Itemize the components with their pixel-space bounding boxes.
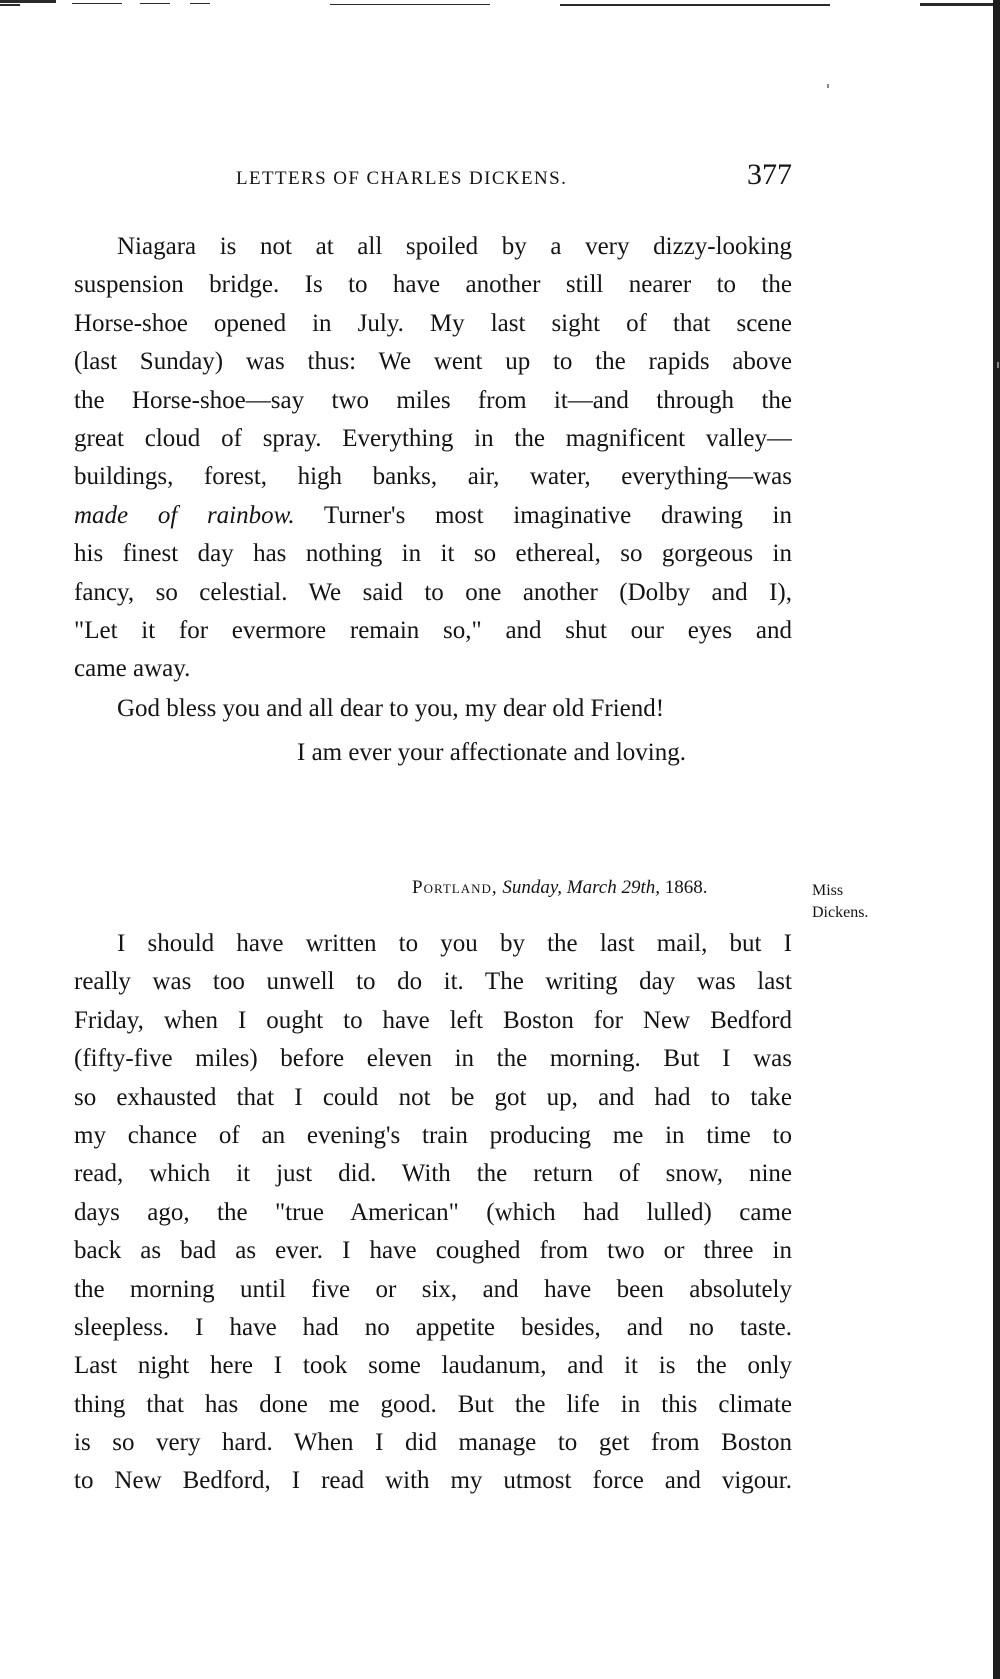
- dateline-year: 1868.: [664, 877, 708, 898]
- text-line: (last Sunday) was thus: We went up to the rapids above: [74, 348, 792, 376]
- text-line: to New Bedford, I read with my utmost force and vigour.: [74, 1467, 792, 1495]
- text-line: (fifty-five miles) before eleven in the morning. But I was: [74, 1045, 792, 1073]
- text-line: Horse-shoe opened in July. My last sight of that scene: [74, 309, 792, 337]
- recipient-line: Dickens.: [812, 904, 869, 921]
- text-line: back as bad as ever. I have coughed from two or three in: [74, 1237, 792, 1265]
- dateline-place: Portland,: [412, 877, 498, 898]
- scan-speck: [827, 84, 829, 88]
- scan-edge-mark: [330, 4, 490, 5]
- text-line: my chance of an evening's train producing me in time to: [74, 1121, 792, 1149]
- running-title: LETTERS OF CHARLES DICKENS.: [236, 168, 568, 189]
- letter-2-paragraph-1: [74, 925, 792, 1501]
- text-line: great cloud of spray. Everything in the magnificent valley—: [74, 424, 792, 452]
- scan-edge-mark: [560, 4, 830, 6]
- text-line: came away.: [74, 655, 191, 683]
- recipient-line: Miss: [812, 882, 844, 899]
- running-head: [74, 158, 792, 202]
- scan-edge-mark: [72, 3, 122, 4]
- scan-edge-mark: [190, 3, 210, 4]
- scan-edge-mark: [140, 3, 170, 4]
- text-line: so exhausted that I could not be got up, and had to take: [74, 1083, 792, 1111]
- text-line: sleepless. I have had no appetite besides, and no taste.: [74, 1313, 792, 1341]
- text-line: his finest day has nothing in it so ethereal, so gorgeous in: [74, 540, 792, 568]
- scan-edge-mark: [0, 4, 20, 6]
- text-line: days ago, the "true American" (which had lulled) came: [74, 1198, 792, 1226]
- text-line: Friday, when I ought to have left Boston for New Bedford: [74, 1006, 792, 1034]
- recipient-margin-note: [812, 880, 868, 924]
- text-line: the morning until five or six, and have been absolutely: [74, 1275, 792, 1303]
- text-line: God bless you and all dear to you, my dear old Friend!: [117, 695, 665, 722]
- text-line: Niagara is not at all spoiled by a very dizzy-looking: [117, 233, 792, 260]
- text-line: I should have written to you by the last mail, but I: [117, 930, 792, 957]
- italic-phrase: made of rainbow.: [74, 501, 295, 529]
- letter-1-signoff: I am ever your affectionate and loving.: [297, 739, 686, 766]
- text-line: is so very hard. When I did manage to get from Boston: [74, 1429, 792, 1457]
- scan-right-edge: [993, 0, 1000, 1679]
- dateline-date: Sunday, March 29th,: [502, 877, 661, 898]
- letter-1-paragraph-2: [74, 690, 792, 728]
- text-line-with-italic: [74, 497, 792, 535]
- text-line: suspension bridge. Is to have another still nearer to the: [74, 271, 792, 299]
- text-line: thing that has done me good. But the life in this climate: [74, 1390, 792, 1418]
- text-line-rest: Turner's most imaginative drawing in: [323, 501, 792, 529]
- text-line: the Horse-shoe—say two miles from it—and through the: [74, 386, 792, 414]
- letter-2-dateline: [412, 877, 708, 899]
- scan-edge-mark: [0, 0, 56, 3]
- text-line: "Let it for evermore remain so," and shut our eyes and: [74, 616, 792, 644]
- page-number: 377: [747, 158, 792, 191]
- text-line: Last night here I took some laudanum, and it is the only: [74, 1352, 792, 1380]
- text-line: fancy, so celestial. We said to one another (Dolby and I),: [74, 578, 792, 606]
- scan-speck: [997, 362, 999, 368]
- letter-1-paragraph-1: [74, 228, 792, 689]
- text-line: really was too unwell to do it. The writing day was last: [74, 968, 792, 996]
- text-line: read, which it just did. With the return of snow, nine: [74, 1160, 792, 1188]
- scan-edge-mark: [920, 3, 1000, 6]
- text-line: buildings, forest, high banks, air, water, everything—was: [74, 463, 792, 491]
